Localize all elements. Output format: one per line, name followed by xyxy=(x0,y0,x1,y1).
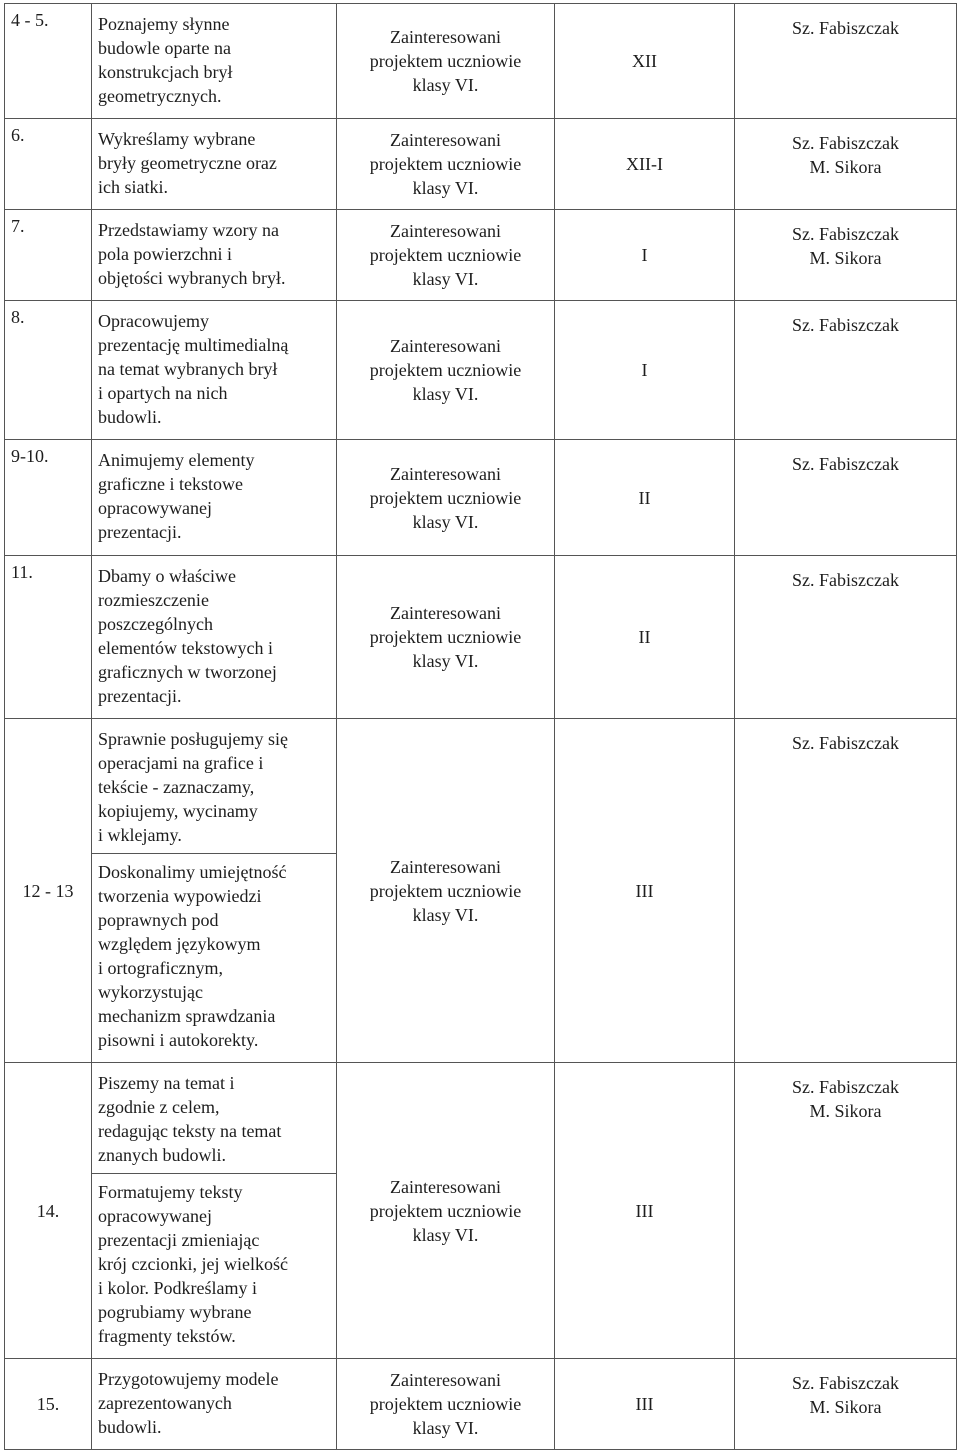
description-line: operacjami na grafice i xyxy=(98,753,264,773)
description-line: tworzenia wypowiedzi xyxy=(98,886,262,906)
lesson-description xyxy=(92,301,337,440)
description-line: Piszemy na temat i xyxy=(98,1073,235,1093)
description-line: budowli. xyxy=(98,407,162,427)
description-block xyxy=(98,121,330,205)
responsible-cell xyxy=(735,4,957,119)
responsible-cell xyxy=(735,556,957,719)
participants-line: klasy VI. xyxy=(412,178,479,198)
participants-line: klasy VI. xyxy=(412,511,479,532)
participants-line: klasy VI. xyxy=(412,1224,479,1245)
description-line: Przygotowujemy modele xyxy=(98,1369,279,1389)
description-line: opracowywanej xyxy=(98,1206,212,1226)
participants-line: Zainteresowani xyxy=(390,130,501,150)
participants-cell xyxy=(337,301,555,440)
description-line: rozmieszczenie xyxy=(98,590,209,610)
schedule-table xyxy=(4,3,957,1450)
description-line: poprawnych pod xyxy=(98,910,219,930)
participants-cell xyxy=(337,210,555,301)
lesson-number: 11. xyxy=(5,556,92,719)
schedule-table-body xyxy=(5,4,957,1450)
description-line: Opracowujemy xyxy=(98,311,209,331)
participants-line: klasy VI. xyxy=(412,904,479,925)
description-line: i wklejamy. xyxy=(98,825,182,845)
description-line: ich siatki. xyxy=(98,177,168,197)
description-line: Sprawnie posługujemy się xyxy=(98,729,288,749)
month-cell: III xyxy=(555,1359,735,1450)
responsible-cell xyxy=(735,719,957,1063)
responsible-person: Sz. Fabiszczak xyxy=(792,454,899,474)
description-block xyxy=(98,442,330,550)
lesson-description xyxy=(92,210,337,301)
participants-line: projektem uczniowie xyxy=(369,487,522,508)
description-line: prezentacji. xyxy=(98,522,182,542)
table-row xyxy=(5,719,957,1063)
table-row xyxy=(5,440,957,556)
responsible-person: Sz. Fabiszczak xyxy=(792,1077,899,1097)
responsible-cell xyxy=(735,1063,957,1359)
table-row xyxy=(5,301,957,440)
table-row xyxy=(5,556,957,719)
month-cell: III xyxy=(555,1063,735,1359)
month-cell: II xyxy=(555,556,735,719)
lesson-number: 7. xyxy=(5,210,92,301)
participants-line: projektem uczniowie xyxy=(369,880,522,901)
description-line: pogrubiamy wybrane xyxy=(98,1302,252,1322)
table-row xyxy=(5,1359,957,1450)
participants-line: klasy VI. xyxy=(412,75,479,95)
lesson-number: 14. xyxy=(5,1063,92,1359)
participants-line: Zainteresowani xyxy=(390,27,501,47)
description-line: tekście - zaznaczamy, xyxy=(98,777,255,797)
responsible-person: Sz. Fabiszczak xyxy=(792,18,899,38)
table-row xyxy=(5,1063,957,1359)
description-line: Dbamy o właściwe xyxy=(98,566,236,586)
participants-line: Zainteresowani xyxy=(390,603,501,623)
description-line: i kolor. Podkreślamy i xyxy=(98,1278,257,1298)
description-block xyxy=(98,1361,330,1445)
description-line: graficznych w tworzonej xyxy=(98,662,277,682)
description-line: prezentacji zmieniając xyxy=(98,1230,260,1250)
responsible-person: M. Sikora xyxy=(809,248,882,268)
description-line: krój czcionki, jej wielkość xyxy=(98,1254,288,1274)
participants-line: projektem uczniowie xyxy=(369,1200,522,1221)
participants-line: klasy VI. xyxy=(412,651,479,671)
description-line: i opartych na nich xyxy=(98,383,228,403)
description-line: bryły geometryczne oraz xyxy=(98,153,277,173)
responsible-person: Sz. Fabiszczak xyxy=(792,315,899,335)
participants-cell xyxy=(337,4,555,119)
description-line: konstrukcjach brył xyxy=(98,62,233,82)
participants-cell xyxy=(337,1359,555,1450)
lesson-number: 9-10. xyxy=(5,440,92,556)
lesson-description xyxy=(92,556,337,719)
description-block xyxy=(98,212,330,296)
description-line: zaprezentowanych xyxy=(98,1393,232,1413)
description-block xyxy=(92,1173,336,1354)
participants-line: klasy VI. xyxy=(412,1418,479,1438)
description-line: pisowni i autokorekty. xyxy=(98,1030,259,1050)
participants-line: Zainteresowani xyxy=(390,1176,501,1197)
description-line: i ortograficznym, xyxy=(98,958,223,978)
lesson-number: 8. xyxy=(5,301,92,440)
participants-line: Zainteresowani xyxy=(390,1370,501,1390)
description-line: zgodnie z celem, xyxy=(98,1097,220,1117)
table-row xyxy=(5,4,957,119)
responsible-person: Sz. Fabiszczak xyxy=(792,570,899,590)
participants-line: Zainteresowani xyxy=(390,221,501,241)
month-cell: I xyxy=(555,210,735,301)
month-cell: I xyxy=(555,301,735,440)
description-block xyxy=(98,721,330,853)
month-cell: XII-I xyxy=(555,119,735,210)
description-line: budowli. xyxy=(98,1417,162,1437)
responsible-person: Sz. Fabiszczak xyxy=(792,224,899,244)
participants-line: Zainteresowani xyxy=(390,336,501,356)
participants-cell xyxy=(337,119,555,210)
description-line: budowle oparte na xyxy=(98,38,231,58)
description-block xyxy=(98,6,330,114)
lesson-description xyxy=(92,4,337,119)
participants-line: projektem uczniowie xyxy=(369,51,522,71)
participants-line: Zainteresowani xyxy=(390,856,501,877)
lesson-number: 4 - 5. xyxy=(5,4,92,119)
description-line: Wykreślamy wybrane xyxy=(98,129,256,149)
description-block xyxy=(98,303,330,435)
description-block xyxy=(92,853,336,1058)
description-line: prezentację multimedialną xyxy=(98,335,289,355)
description-line: Poznajemy słynne xyxy=(98,14,230,34)
description-line: redagując teksty na temat xyxy=(98,1121,282,1141)
participants-line: Zainteresowani xyxy=(390,463,501,484)
month-cell: II xyxy=(555,440,735,556)
description-line: znanych budowli. xyxy=(98,1145,226,1165)
description-line: objętości wybranych brył. xyxy=(98,268,286,288)
lesson-description xyxy=(92,119,337,210)
description-line: fragmenty tekstów. xyxy=(98,1326,236,1346)
month-cell: III xyxy=(555,719,735,1063)
lesson-number: 15. xyxy=(5,1359,92,1450)
participants-cell xyxy=(337,1063,555,1359)
description-line: poszczególnych xyxy=(98,614,213,634)
responsible-person: M. Sikora xyxy=(809,157,882,177)
description-line: Doskonalimy umiejętność xyxy=(98,862,287,882)
participants-line: klasy VI. xyxy=(412,384,479,404)
participants-line: projektem uczniowie xyxy=(369,360,522,380)
responsible-cell xyxy=(735,1359,957,1450)
table-row xyxy=(5,210,957,301)
description-line: graficzne i tekstowe xyxy=(98,474,243,494)
responsible-cell xyxy=(735,119,957,210)
responsible-cell xyxy=(735,440,957,556)
description-line: Przedstawiamy wzory na xyxy=(98,220,279,240)
description-line: mechanizm sprawdzania xyxy=(98,1006,276,1026)
description-block xyxy=(98,558,330,714)
lesson-description xyxy=(92,1359,337,1450)
description-line: prezentacji. xyxy=(98,686,182,706)
participants-line: klasy VI. xyxy=(412,269,479,289)
month-cell: XII xyxy=(555,4,735,119)
description-line: elementów tekstowych i xyxy=(98,638,273,658)
participants-line: projektem uczniowie xyxy=(369,627,522,647)
responsible-cell xyxy=(735,301,957,440)
participants-line: projektem uczniowie xyxy=(369,1394,522,1414)
description-line: kopiujemy, wycinamy xyxy=(98,801,258,821)
participants-cell xyxy=(337,556,555,719)
participants-cell xyxy=(337,719,555,1063)
table-row xyxy=(5,119,957,210)
responsible-person: M. Sikora xyxy=(809,1101,882,1121)
description-line: Formatujemy teksty xyxy=(98,1182,243,1202)
lesson-description xyxy=(92,1063,337,1359)
lesson-description xyxy=(92,719,337,1063)
description-line: Animujemy elementy xyxy=(98,450,255,470)
description-line: opracowywanej xyxy=(98,498,212,518)
responsible-cell xyxy=(735,210,957,301)
lesson-number: 12 - 13 xyxy=(5,719,92,1063)
description-line: pola powierzchni i xyxy=(98,244,232,264)
lesson-description xyxy=(92,440,337,556)
responsible-person: M. Sikora xyxy=(809,1397,882,1417)
participants-line: projektem uczniowie xyxy=(369,245,522,265)
lesson-number: 6. xyxy=(5,119,92,210)
description-line: na temat wybranych brył xyxy=(98,359,278,379)
responsible-person: Sz. Fabiszczak xyxy=(792,133,899,153)
description-line: względem językowym xyxy=(98,934,261,954)
participants-cell xyxy=(337,440,555,556)
schedule-document xyxy=(4,3,956,1450)
participants-line: projektem uczniowie xyxy=(369,154,522,174)
responsible-person: Sz. Fabiszczak xyxy=(792,1373,899,1393)
description-line: wykorzystując xyxy=(98,982,203,1002)
responsible-person: Sz. Fabiszczak xyxy=(792,733,899,753)
description-line: geometrycznych. xyxy=(98,86,222,106)
description-block xyxy=(98,1065,330,1173)
